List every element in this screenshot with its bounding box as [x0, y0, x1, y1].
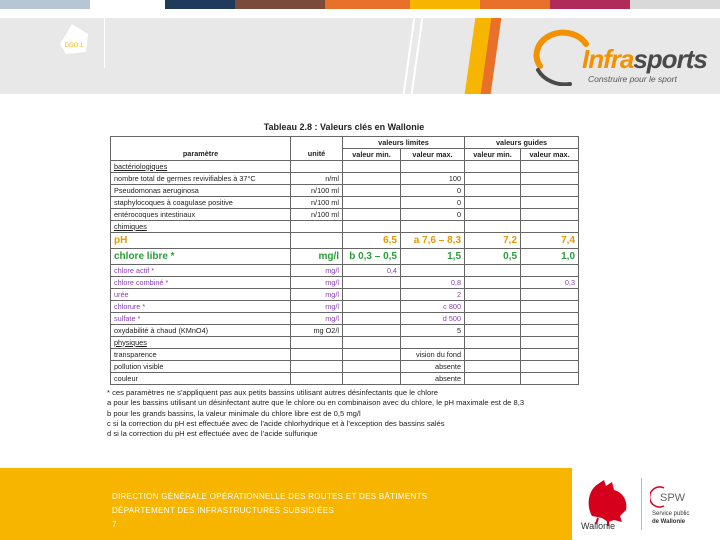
logo-brand-suffix: sports	[633, 44, 707, 74]
table-cell	[521, 161, 579, 173]
footnote: * ces paramètres ne s’appliquent pas aux petits bassins utilisant autres désinfectants que le chlore	[107, 388, 438, 397]
table-cell: pollution visible	[111, 361, 291, 373]
table-cell: 0	[401, 185, 465, 197]
table-cell	[465, 313, 521, 325]
table-cell	[343, 277, 401, 289]
table-cell	[465, 265, 521, 277]
table-cell	[343, 289, 401, 301]
table-caption: Tableau 2.8 : Valeurs clés en Wallonie	[263, 122, 425, 132]
table-cell: mg/l	[291, 313, 343, 325]
table-cell	[521, 313, 579, 325]
table-cell: 5	[401, 325, 465, 337]
table-cell: chlore combiné *	[111, 277, 291, 289]
table-row	[111, 301, 579, 313]
table-cell	[291, 233, 343, 249]
wallonie-label: Wallonie	[581, 521, 616, 531]
table-cell: a 7,6 – 8,3	[401, 233, 465, 249]
table-cell	[465, 185, 521, 197]
table-cell	[465, 221, 521, 233]
footnote: d si la correction du pH est effectuée avec de l’acide sulfurique	[107, 429, 318, 439]
table-cell	[521, 173, 579, 185]
table-cell: pH	[111, 233, 291, 249]
header-guide-max: valeur max.	[521, 149, 579, 161]
table-cell: entérocoques intestinaux	[111, 209, 291, 221]
table-cell	[343, 325, 401, 337]
infrasports-logo	[530, 22, 707, 92]
table-cell: 0,5	[465, 249, 521, 265]
table-cell	[521, 325, 579, 337]
table-cell	[291, 373, 343, 385]
table-cell: chlorure *	[111, 301, 291, 313]
table-cell: 1,0	[521, 249, 579, 265]
table-cell: chlore actif *	[111, 265, 291, 277]
table-row	[111, 221, 579, 233]
footnote: b pour les grands bassins, la valeur minimale du chlore libre est de 0,5 mg/l	[107, 408, 361, 418]
table-row	[111, 249, 579, 265]
table-row	[111, 265, 579, 277]
table-cell	[521, 373, 579, 385]
table-row	[111, 277, 579, 289]
table-cell	[401, 337, 465, 349]
table-cell	[521, 221, 579, 233]
logo-brand-prefix: Infra	[582, 44, 634, 74]
table-cell: 0,8	[401, 277, 465, 289]
table-cell	[521, 265, 579, 277]
table-cell: urée	[111, 289, 291, 301]
table-cell: physiques	[111, 337, 291, 349]
table-cell: 0	[401, 197, 465, 209]
table-cell	[343, 197, 401, 209]
table-cell	[521, 301, 579, 313]
table-cell	[291, 337, 343, 349]
table-cell: 0,4	[343, 265, 401, 277]
footnotes	[107, 388, 587, 439]
table-cell: 7,4	[521, 233, 579, 249]
table-cell	[465, 301, 521, 313]
table-cell	[521, 361, 579, 373]
footnote: a pour les bassins utilisant un désinfectant autre que le chlore ou en combinaison avec du chlore, le pH maximale est de 8,3	[107, 398, 525, 408]
page-number: 7	[112, 520, 117, 529]
table-cell	[343, 209, 401, 221]
table-cell: 0,3	[521, 277, 579, 289]
table-cell	[401, 265, 465, 277]
table-cell	[465, 361, 521, 373]
table-cell: mg/l	[291, 289, 343, 301]
table-row	[111, 289, 579, 301]
dgo-logo-icon	[56, 20, 92, 56]
spw-sublabel-line-2: de Wallonie	[652, 519, 686, 525]
footer-divider	[104, 18, 105, 68]
table-row	[111, 161, 579, 173]
table-cell	[291, 221, 343, 233]
table-cell	[521, 185, 579, 197]
table-cell	[343, 349, 401, 361]
table-cell: d 500	[401, 313, 465, 325]
table-cell: 0	[401, 209, 465, 221]
header-guide-min: valeur min.	[465, 149, 521, 161]
footer-line-1: DIRECTION GÉNÉRALE OPÉRATIONNELLE DES ROUTES ET DES BÂTIMENTS	[112, 492, 428, 501]
table-cell	[343, 173, 401, 185]
table-cell	[521, 289, 579, 301]
table-cell	[343, 361, 401, 373]
table-cell: chlore libre *	[111, 249, 291, 265]
spw-sublabel	[652, 510, 689, 526]
table-cell: mg/l	[291, 249, 343, 265]
table-cell: vision du fond	[401, 349, 465, 361]
table-cell	[343, 301, 401, 313]
table-cell: c 800	[401, 301, 465, 313]
header-unite: unité	[291, 149, 343, 161]
table-row	[111, 197, 579, 209]
table-cell: mg/l	[291, 301, 343, 313]
header-valeurs-guides: valeurs guides	[465, 137, 579, 149]
footer-line-2: DÉPARTEMENT DES INFRASTRUCTURES SUBSIDIÉES	[112, 506, 334, 515]
table-cell: Pseudomonas aeruginosa	[111, 185, 291, 197]
table-row	[111, 185, 579, 197]
top-color-stripe	[0, 0, 720, 9]
table-cell	[291, 161, 343, 173]
table-cell	[521, 349, 579, 361]
table-cell	[401, 221, 465, 233]
table-cell	[465, 337, 521, 349]
header-limit-min: valeur min.	[343, 149, 401, 161]
table-cell	[521, 209, 579, 221]
spw-label: SPW	[660, 492, 686, 504]
table-cell	[343, 337, 401, 349]
spw-sublabel-line-1: Service public	[652, 511, 690, 517]
table-cell	[465, 325, 521, 337]
table-row	[111, 325, 579, 337]
table-cell: 2	[401, 289, 465, 301]
table-cell: mg O2/l	[291, 325, 343, 337]
table-cell	[343, 161, 401, 173]
table-row	[111, 349, 579, 361]
table-cell: couleur	[111, 373, 291, 385]
table-cell	[521, 197, 579, 209]
table-cell	[465, 349, 521, 361]
table-row	[111, 233, 579, 249]
table-cell: 100	[401, 173, 465, 185]
table-cell: bactériologiques	[111, 161, 291, 173]
table-cell: b 0,3 – 0,5	[343, 249, 401, 265]
table-cell: mg/l	[291, 277, 343, 289]
table-cell: chimiques	[111, 221, 291, 233]
table-row	[111, 361, 579, 373]
table-cell: staphylocoques à coagulase positive	[111, 197, 291, 209]
table-cell	[521, 337, 579, 349]
table-cell	[465, 289, 521, 301]
table-cell	[401, 161, 465, 173]
logo-tagline: Construire pour le sport	[588, 74, 677, 84]
table-cell: absente	[401, 361, 465, 373]
table-cell: 6,5	[343, 233, 401, 249]
table-cell: 1,5	[401, 249, 465, 265]
table-cell	[465, 373, 521, 385]
spw-divider	[641, 478, 642, 530]
table-cell: nombre total de germes revivifiables à 37°C	[111, 173, 291, 185]
header-valeurs-limites: valeurs limites	[343, 137, 465, 149]
header-parametre: paramètre	[111, 149, 291, 161]
header-blank	[111, 137, 291, 149]
table-cell: n/100 ml	[291, 185, 343, 197]
table-cell: oxydabilité à chaud (KMnO4)	[111, 325, 291, 337]
values-table	[110, 136, 579, 385]
table-cell: absente	[401, 373, 465, 385]
table-cell	[465, 277, 521, 289]
table-cell	[343, 313, 401, 325]
table-cell: 7,2	[465, 233, 521, 249]
table-cell	[291, 361, 343, 373]
table-cell	[343, 185, 401, 197]
header-blank	[291, 137, 343, 149]
dgo-label: DGO 1	[64, 43, 84, 49]
header-limit-max: valeur max.	[401, 149, 465, 161]
table-cell	[343, 221, 401, 233]
table-row	[111, 373, 579, 385]
table-cell	[291, 349, 343, 361]
table-cell: mg/l	[291, 265, 343, 277]
table-row	[111, 337, 579, 349]
table-cell: n/100 ml	[291, 209, 343, 221]
spw-logo-icon	[650, 482, 700, 510]
table-row	[111, 209, 579, 221]
table-cell	[343, 373, 401, 385]
table-cell	[465, 161, 521, 173]
table-row	[111, 173, 579, 185]
table-cell: n/ml	[291, 173, 343, 185]
table-cell	[465, 173, 521, 185]
table-cell	[465, 197, 521, 209]
table-cell: sulfate *	[111, 313, 291, 325]
table-row	[111, 313, 579, 325]
footnote: c si la correction du pH est effectuée avec de l’acide chlorhydrique et à l’exception des bassins salés	[107, 418, 445, 428]
table-cell: n/100 ml	[291, 197, 343, 209]
table-cell: transparence	[111, 349, 291, 361]
table-cell	[465, 209, 521, 221]
